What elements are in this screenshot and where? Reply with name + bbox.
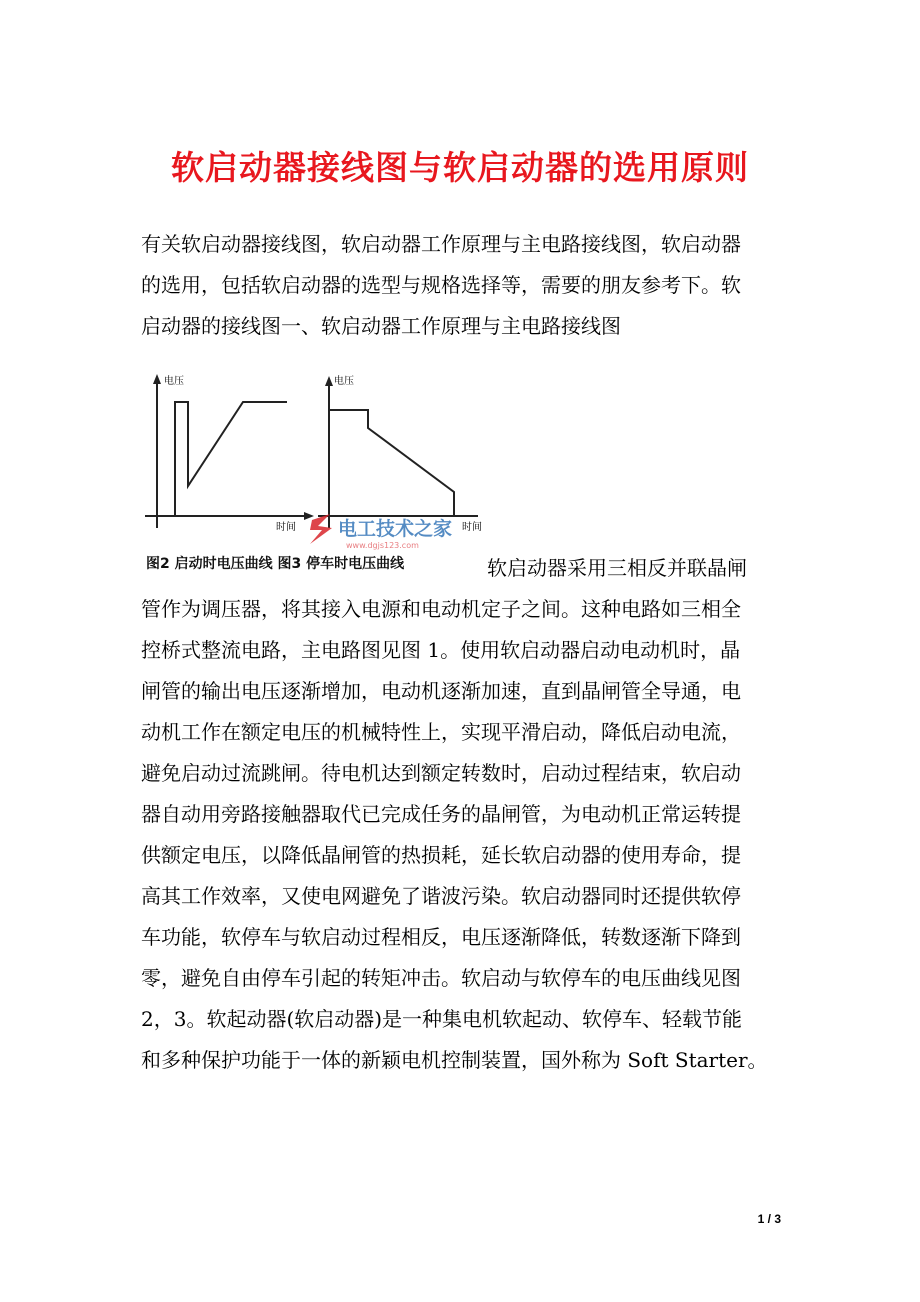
fig3-stop-curve (318, 376, 478, 528)
figure-caption: 图2 启动时电压曲线 图3 停车时电压曲线 (146, 556, 405, 572)
text-line: 避免启动过流跳闸。待电机达到额定转数时，启动过程结束，软启动 (141, 761, 741, 785)
watermark-url: www.dgjs123.com (346, 541, 419, 550)
page-number: 1 / 3 (757, 1212, 781, 1226)
voltage-curves-figure (140, 368, 490, 578)
body-paragraph (141, 548, 781, 1081)
text-line: 2，3。软起动器(软启动器)是一种集电机软起动、软停车、轻载节能 (141, 1007, 743, 1031)
document-title: 软启动器接线图与软启动器的选用原则 (171, 148, 749, 187)
watermark-logo (310, 514, 452, 550)
text-line: 和多种保护功能于一体的新颖电机控制装置，国外称为 Soft Starter。 (141, 1048, 768, 1072)
text-line: 供额定电压，以降低晶闸管的热损耗，延长软启动器的使用寿命，提 (141, 843, 741, 867)
text-line: 的选用，包括软启动器的选型与规格选择等，需要的朋友参考下。软 (141, 273, 741, 297)
fig3-y-label: 电压 (334, 376, 354, 387)
text-line: 启动器的接线图一、软启动器工作原理与主电路接线图 (141, 314, 621, 338)
watermark-text: 电工技术之家 (338, 518, 453, 540)
fig3-x-label: 时间 (462, 522, 482, 533)
fig2-y-label: 电压 (164, 376, 184, 387)
fig2-x-label: 时间 (276, 522, 296, 533)
intro-paragraph (141, 224, 781, 347)
text-line: 车功能，软停车与软启动过程相反，电压逐渐降低，转数逐渐下降到 (141, 925, 741, 949)
text-line: 控桥式整流电路，主电路图见图 1。使用软启动器启动电动机时，晶 (141, 638, 741, 662)
text-line: 有关软启动器接线图，软启动器工作原理与主电路接线图，软启动器 (141, 232, 741, 256)
text-line: 动机工作在额定电压的机械特性上，实现平滑启动，降低启动电流， (141, 720, 741, 744)
text-line: 闸管的输出电压逐渐增加，电动机逐渐加速，直到晶闸管全导通，电 (141, 679, 741, 703)
text-line: 零，避免自由停车引起的转矩冲击。软启动与软停车的电压曲线见图 (141, 966, 741, 990)
text-line: 器自动用旁路接触器取代已完成任务的晶闸管，为电动机正常运转提 (141, 802, 741, 826)
text-line: 高其工作效率，又使电网避免了谐波污染。软启动器同时还提供软停 (141, 884, 741, 908)
text-line: 管作为调压器，将其接入电源和电动机定子之间。这种电路如三相全 (141, 597, 741, 621)
text-line: 软启动器采用三相反并联晶闸 (487, 556, 747, 580)
fig2-startup-curve (145, 374, 314, 528)
